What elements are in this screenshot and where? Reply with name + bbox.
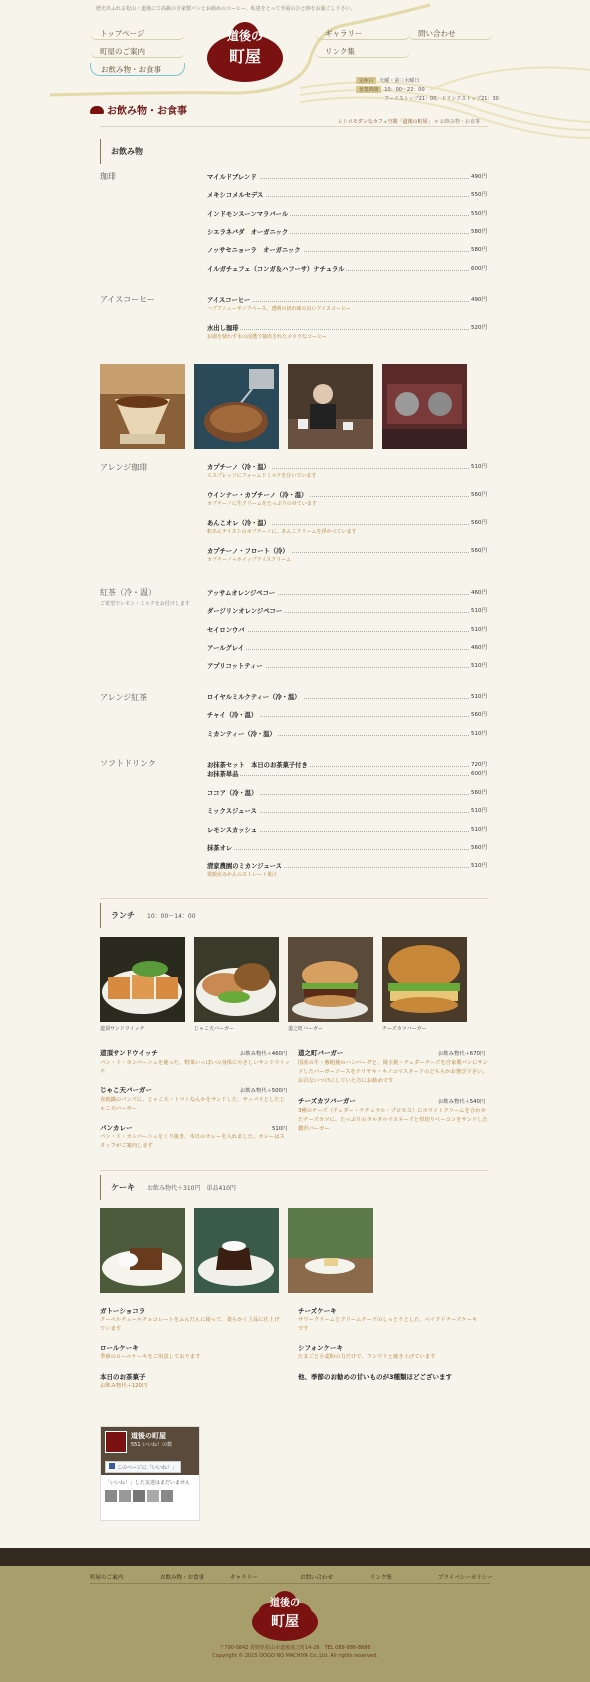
footer-nav-privacy[interactable]: プライバシーポリシー (438, 1575, 493, 1581)
cat-arrange-tea: アレンジ紅茶 (100, 693, 148, 702)
menu-item: ダージリンオレンジペコー 510円 (207, 608, 487, 616)
logo-mark (205, 20, 285, 82)
nav-gallery[interactable]: ギャラリー (315, 27, 410, 40)
cat-ice: アイスコーヒー (100, 295, 155, 304)
item-desc: カプチーノに生クリームをたっぷりのせています (207, 501, 317, 507)
facebook-icon (109, 1463, 115, 1469)
footer-address: 〒790-0842 愛媛県松山市道後湯之町14-26 TEL 089-986-8886 (219, 1645, 371, 1651)
last-order: フードストップ21：00、ドリンクストップ21：30 (384, 96, 499, 102)
lunch-item-desc: パン・ド・カンパーニュをくり抜き、本日のカレーを入れました。カレーはスタッフがご案内します (100, 1134, 285, 1149)
breadcrumb-home[interactable]: レトロモダンなカフェ空間「道後の町屋」 (337, 119, 433, 125)
lunch-item-price: 510円 (272, 1126, 288, 1132)
cat-soft: ソフトドリンク (100, 759, 156, 768)
menu-item: お抹茶単品 600円 (207, 771, 487, 778)
menu-item: メキシコメルセデス 550円 (207, 192, 487, 200)
cat-tea: 紅茶（冷・温） ご希望でレモン・ミルクをお付けします (100, 588, 190, 607)
footer-nav-gallery[interactable]: ギャラリー (230, 1575, 258, 1581)
cake-item-desc: お飲み物代＋120円 (100, 1383, 148, 1389)
photo-jakoten-burger (194, 937, 279, 1022)
facebook-widget[interactable] (100, 1426, 200, 1521)
menu-item: レモンスカッシュ 510円 (207, 826, 487, 834)
lunch-item-name: チーズカツバーガー (298, 1097, 356, 1105)
lunch-heading: ランチ 10：00〜14：00 (100, 903, 196, 928)
fb-likes: 551 いいね！の数 (131, 1442, 173, 1448)
lunch-caption: 道頂サンドウイッチ (100, 1026, 145, 1032)
lunch-item-name: 道之町バーガー (298, 1049, 344, 1057)
menu-item: アールグレイ 460円 (207, 644, 487, 652)
lunch-item-desc: パン・ド・カンパーニュを使った、野菜いっぱいの身体にやさしいサンドウイッチ (100, 1060, 290, 1075)
photo-coffee-drip (100, 364, 185, 449)
footer-nav-menu[interactable]: お飲み物・お食事 (160, 1575, 205, 1581)
lunch-item-price: お飲み物代＋500円 (240, 1088, 288, 1094)
menu-item: インドモンスーンマラバール 550円 (207, 210, 487, 218)
photo-cheese-cutlet-burger (382, 937, 467, 1022)
menu-item: イルガチェフェ（コンガ＆ハフーサ）ナチュラル 600円 (207, 265, 487, 273)
cat-arrange: アレンジ珈琲 (100, 463, 148, 472)
hours-tag: 営業時間 (356, 86, 381, 93)
svg-text:町屋: 町屋 (271, 1614, 299, 1630)
cake-item-desc: 季節のロールケーキをご用意しております (100, 1354, 201, 1360)
site-logo[interactable] (205, 20, 285, 82)
lunch-item-name: 道頂サンドウイッチ (100, 1049, 158, 1057)
cake-other-note: 他、季節のお勧めの甘いものが3種類ほどございます (298, 1373, 453, 1381)
menu-item: ココア（冷・温） 560円 (207, 790, 487, 797)
item-desc: お湯を使わず水の浸透で抽出されたメロウなコーヒー (207, 334, 327, 340)
footer-top-bar (0, 1548, 590, 1566)
fb-like-button[interactable]: このページに「いいね！」 (105, 1461, 181, 1473)
menu-item: あんこオレ（冷・温） 560円 (207, 520, 487, 527)
drinks-heading: お飲み物 (100, 139, 143, 164)
lunch-hours: 10：00〜14：00 (147, 913, 196, 920)
svg-text:道後の: 道後の (270, 1598, 300, 1609)
menu-item: アプリコットティー 510円 (207, 663, 487, 671)
title-icon (90, 106, 104, 114)
footer-nav-contact[interactable]: お問い合わせ (300, 1575, 334, 1581)
logo-text-1: 道後の (226, 29, 264, 43)
holiday-tag: 定休日 (356, 77, 376, 84)
lunch-item-name: パンカレー (100, 1124, 133, 1132)
item-desc: 愛媛産みかんのストレート果汁 (207, 872, 278, 879)
nav-menu[interactable]: お飲み物・お食事 (90, 63, 185, 76)
cake-price-note: お飲み物代＋310円 単品410円 (147, 1185, 236, 1192)
footer-copyright: Copyright © 2015 DOGO NO MACHIYA Co.,Ltd. All rights reserved. (212, 1653, 378, 1659)
lunch-caption: チーズカツバーガー (382, 1026, 427, 1032)
holiday: 火曜・第三水曜日 (379, 78, 420, 84)
cake-item-name: チーズケーキ (298, 1307, 337, 1315)
fb-page-name: 道後の町屋 (131, 1432, 166, 1440)
photo-coffee-pour (194, 364, 279, 449)
hours: 10：00〜22：00 (384, 87, 425, 93)
cake-item-desc: たまごと小麦粉の力だけで、フンワリと焼き上げています (298, 1354, 436, 1360)
breadcrumb: レトロモダンなカフェ空間「道後の町屋」 > お飲み物・お食事 (337, 119, 480, 125)
menu-item: ロイヤルミルクティー（冷・温） 510円 (207, 694, 487, 701)
menu-item: ミックスジュース 510円 (207, 808, 487, 816)
logo-text-2: 町屋 (228, 47, 262, 66)
nav-links[interactable]: リンク集 (315, 45, 410, 58)
shop-info (356, 77, 499, 104)
photo-barista (288, 364, 373, 449)
lunch-caption: 道之町バーガー (288, 1026, 323, 1032)
menu-item: お抹茶セット 本日のお茶菓子付き 720円 (207, 762, 487, 769)
fb-notice: 「いいね！」した友達はまだいません (105, 1480, 191, 1486)
fb-avatar (105, 1431, 127, 1453)
photo-cake-plate (194, 1208, 279, 1293)
page-title: お飲み物・お食事 (90, 102, 187, 117)
lunch-item-price: お飲み物代＋670円 (438, 1051, 486, 1057)
cake-item-desc: クーベルチュールチョコレートをふんだんに使って、柔らかく上品に仕上げています (100, 1317, 280, 1332)
photo-gateau-chocolat (100, 1208, 185, 1293)
menu-item: 水出し珈琲 520円 (207, 325, 487, 332)
photo-espresso-machine (382, 364, 467, 449)
nav-top[interactable]: トップページ (90, 27, 185, 40)
nav-about[interactable]: 町屋のご案内 (90, 45, 185, 58)
fb-cover (101, 1427, 199, 1475)
lunch-caption: じゃこ天バーガー (194, 1026, 234, 1032)
cake-item-name: ガトーショコラ (100, 1307, 146, 1315)
item-desc: カプチーノ＋ホイップアイスクリーム (207, 557, 292, 563)
menu-item: 抹茶オレ 560円 (207, 844, 487, 852)
menu-item: カプチーノ（冷・温） 510円 (207, 464, 487, 471)
breadcrumb-current: お飲み物・お食事 (439, 119, 480, 125)
lunch-item-desc: 直焼鍋のパンズに、じゃこ天・トマトなんかをサンドした、サッパリとしたじゃこ天バーガー (100, 1097, 285, 1112)
cake-item-name: 本日のお茶菓子 (100, 1373, 146, 1381)
lunch-item-name: じゃこ天バーガー (100, 1086, 152, 1094)
menu-item: 清家農園のミカンジュース 510円 (207, 863, 487, 871)
photo-michinomachi-burger (288, 937, 373, 1022)
item-desc: ハプアニューギニアベース。透明の切れ味の良いアイスコーヒー (207, 306, 351, 312)
footer-nav-links[interactable]: リンク集 (370, 1575, 392, 1581)
fb-friend-avatars (101, 1490, 199, 1502)
lunch-item-desc: 国産の牛・豚粗挽のハンバーグと、岡玉焼・チェダーチーズを自家製パンにサンドしたバーガーソースをテリヤキ・キノコマスタードのどちらかお選び下さい。お召ないつけにしていた方にお勧めです (298, 1060, 488, 1084)
lunch-item-price: お飲み物代＋540円 (438, 1099, 486, 1105)
cake-item-name: ロールケーキ (100, 1344, 139, 1352)
tagline: 歴史あふれる松山・道後にて高級の自家製パンとお勧めのコーヒー。私達をとって至福のひと時をお過ごし下さい。 (96, 6, 356, 12)
menu-item: セイロンウバ 510円 (207, 626, 487, 634)
menu-item: シエラネバダ オーガニック 580円 (207, 228, 487, 236)
photo-sandwich (100, 937, 185, 1022)
footer-nav-about[interactable]: 町屋のご案内 (90, 1575, 124, 1581)
tea-note: ご希望でレモン・ミルクをお付けします (100, 601, 190, 607)
item-desc: 粒あんテイストのカプチーノに、あんこクリームを浮かべています (207, 529, 357, 535)
header-decoration (0, 0, 590, 140)
menu-item: マイルドブレンド 490円 (207, 174, 487, 181)
cake-heading: ケーキ お飲み物代＋310円 単品410円 (100, 1175, 236, 1200)
menu-item: アイスコーヒー 490円 (207, 297, 487, 304)
photo-cake-table (288, 1208, 373, 1293)
menu-item: チャイ（冷・温） 560円 (207, 712, 487, 720)
footer-logo (250, 1588, 320, 1642)
menu-item: ウインナー・カプチーノ（冷・温） 560円 (207, 492, 487, 499)
cake-item-name: シフォンケーキ (298, 1344, 344, 1352)
nav-contact[interactable]: 問い合わせ (408, 27, 493, 40)
menu-item: アッサムオレンジペコー 460円 (207, 590, 487, 597)
lunch-item-desc: 3種のチーズ（チェダー・ナチュラル・プロセス）にホワイトクリームを合わせたチーズカツに、たっぷりのタルタルマヨネーズと厚切りベーコンをサンドした贅沢バーガー (298, 1108, 488, 1132)
cat-coffee: 珈琲 (100, 172, 116, 181)
item-desc: エスプレッソにフォームドミルクを注いでいます (207, 473, 317, 479)
cake-item-desc: サワークリームとクリームチーズのしっとりとした、ベイクドチーズケーキです (298, 1317, 478, 1332)
lunch-item-price: お飲み物代＋460円 (240, 1051, 288, 1057)
menu-item: カプチーノ・フロート（冷） 560円 (207, 548, 487, 555)
menu-item: ミカンティー（冷・温） 510円 (207, 730, 487, 738)
menu-item: ノッサセニョーラ オーガニック 580円 (207, 247, 487, 255)
